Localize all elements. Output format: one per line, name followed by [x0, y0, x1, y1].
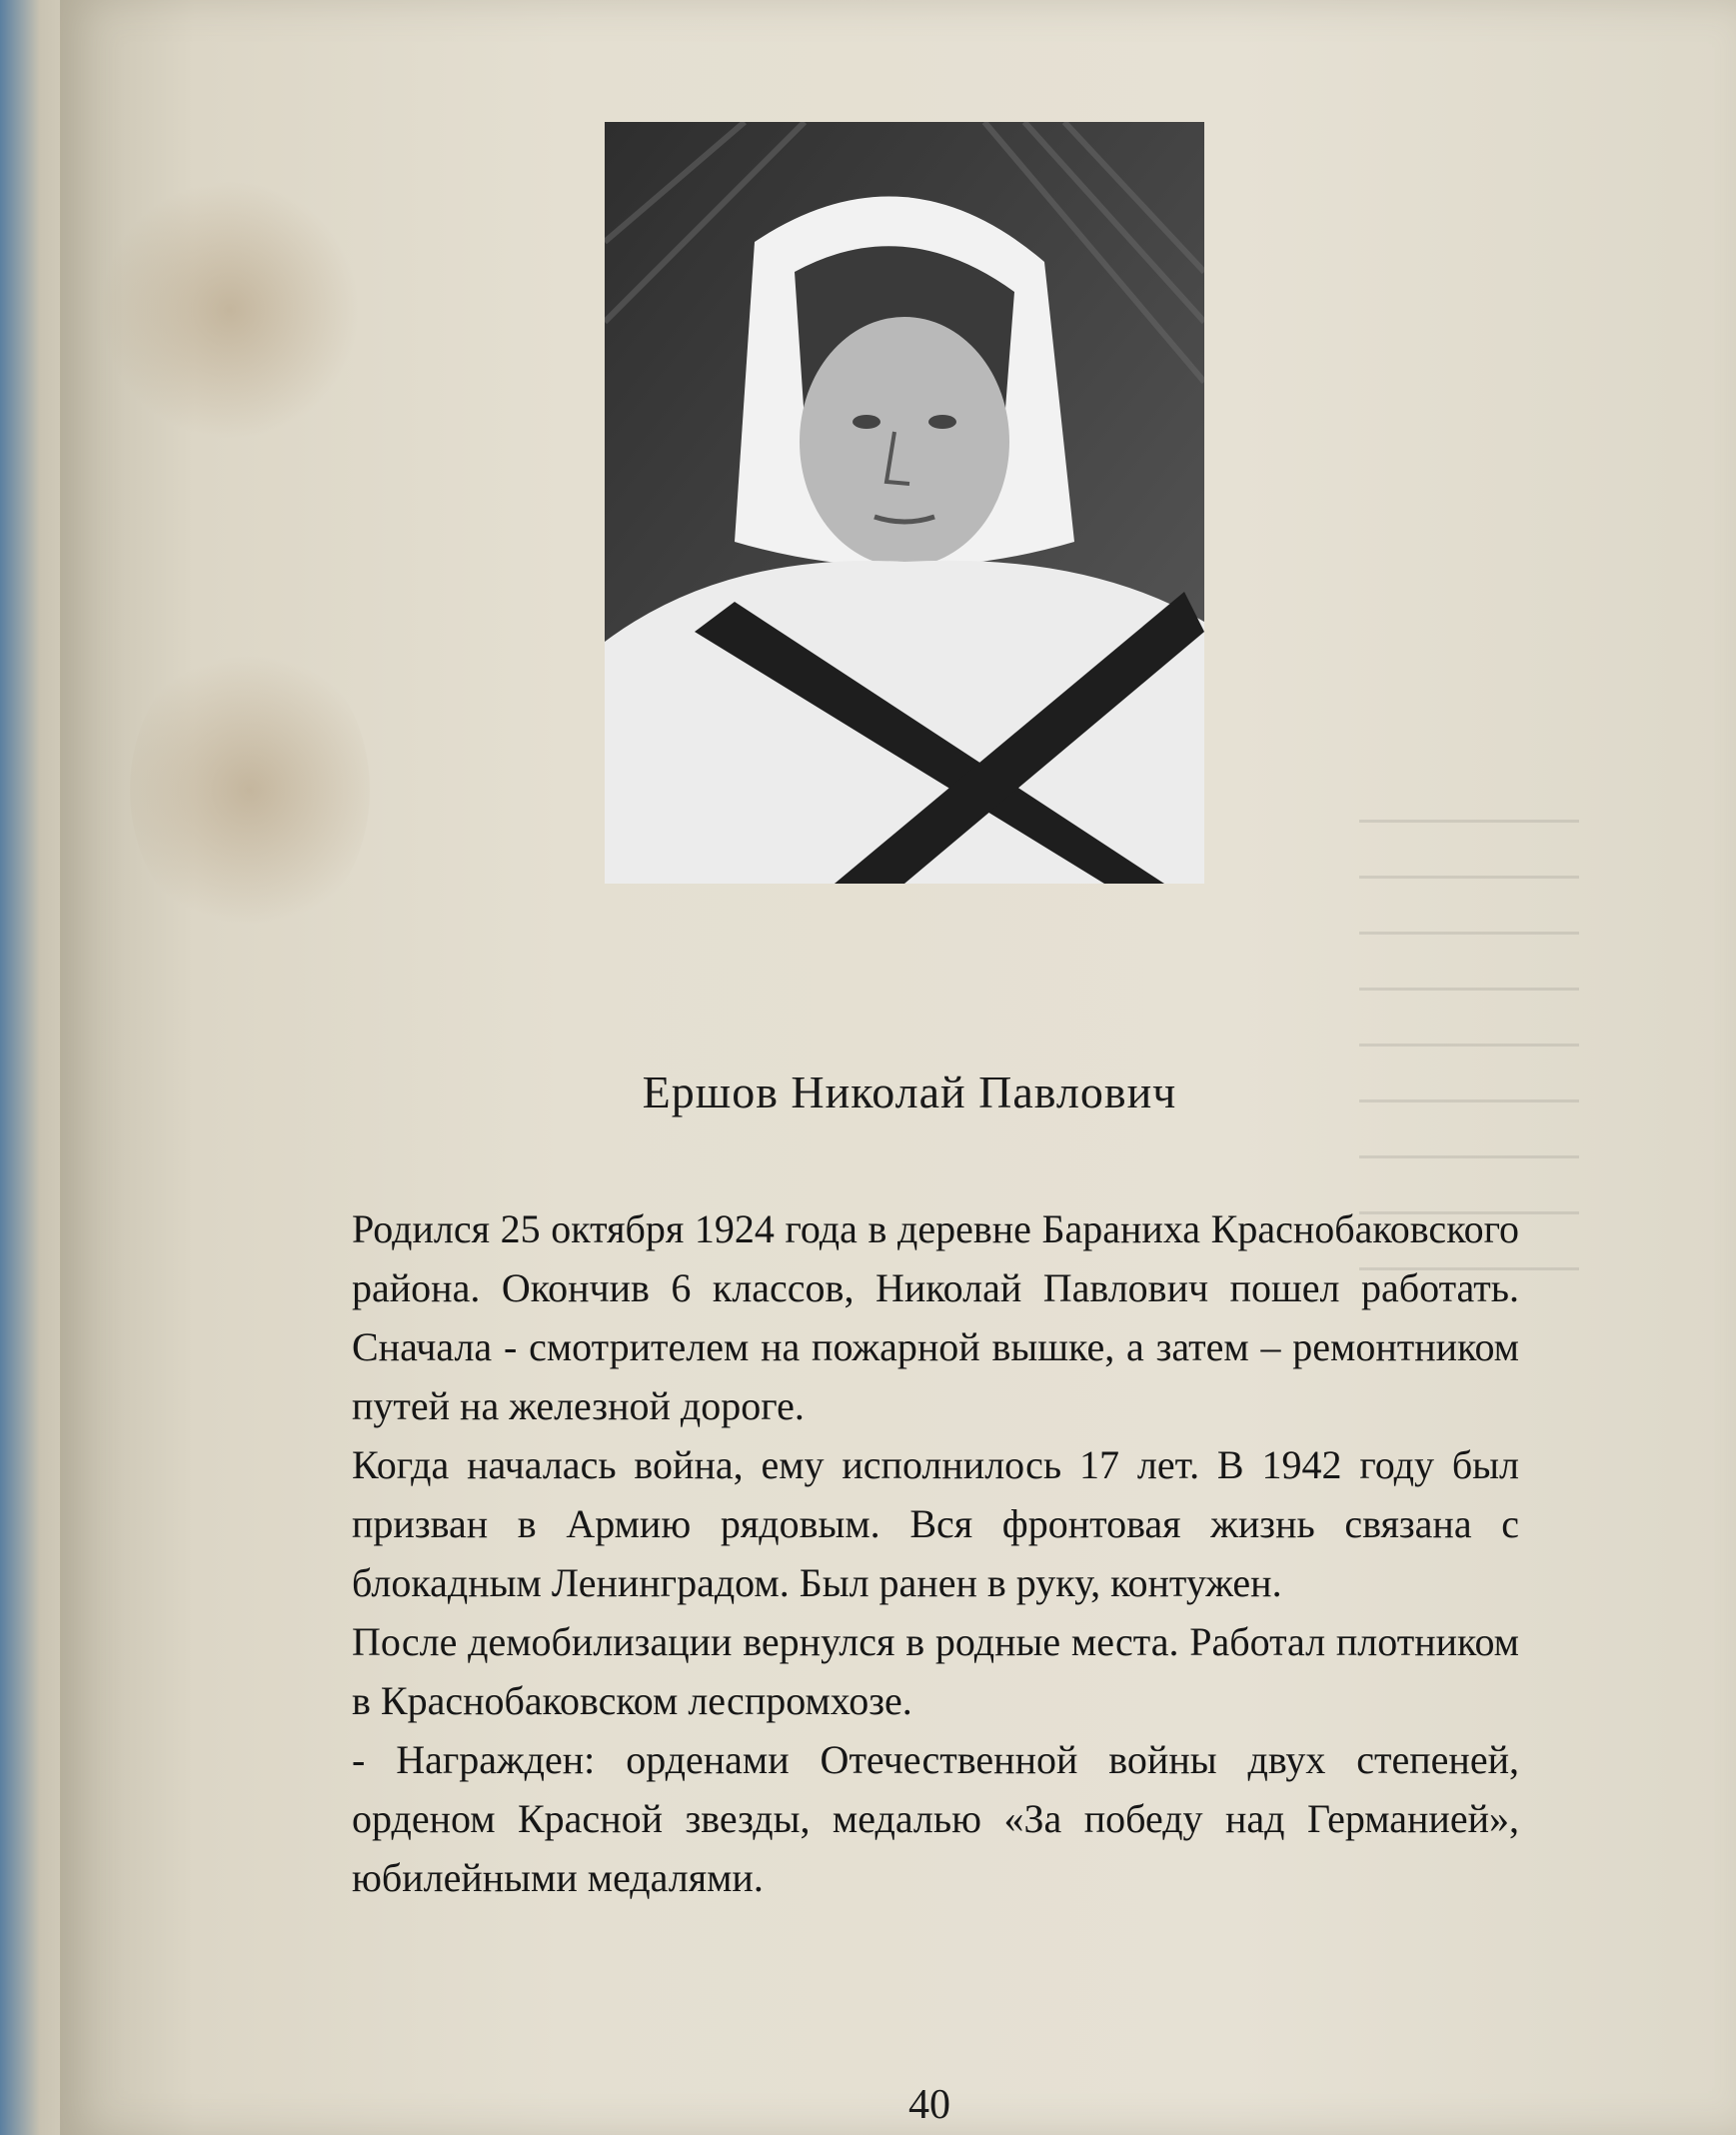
- portrait-illustration: [605, 122, 1204, 884]
- person-name-caption: Ершов Николай Павлович: [642, 1067, 1177, 1117]
- paragraph-birth: Родился 25 октября 1924 года в деревне Бараниха Краснобаковского района. Окончив 6 классов, Николай Павлович пошел работать. Сначала - смотрителем на пожарной вышке, а затем – ремонтником путей на железной дороге.: [352, 1206, 1519, 1428]
- paragraph-after-war: После демобилизации вернулся в родные места. Работал плотником в Краснобаковском леспромхозе.: [352, 1619, 1519, 1723]
- page-number: 40: [908, 2082, 950, 2128]
- biography-text: [352, 1199, 1519, 1907]
- paragraph-war: Когда началась война, ему исполнилось 17 лет. В 1942 году был призван в Армию рядовым. Вся фронтовая жизнь связана с блокадным Ленинградом. Был ранен в руку, контужен.: [352, 1442, 1519, 1605]
- stain: [130, 640, 370, 940]
- portrait-photo: [605, 122, 1204, 884]
- paragraph-awards: - Награжден: орденами Отечественной войны двух степеней, орденом Красной звезды, медалью «За победу над Германией», юбилейными медалями.: [352, 1737, 1519, 1900]
- stain: [100, 180, 360, 440]
